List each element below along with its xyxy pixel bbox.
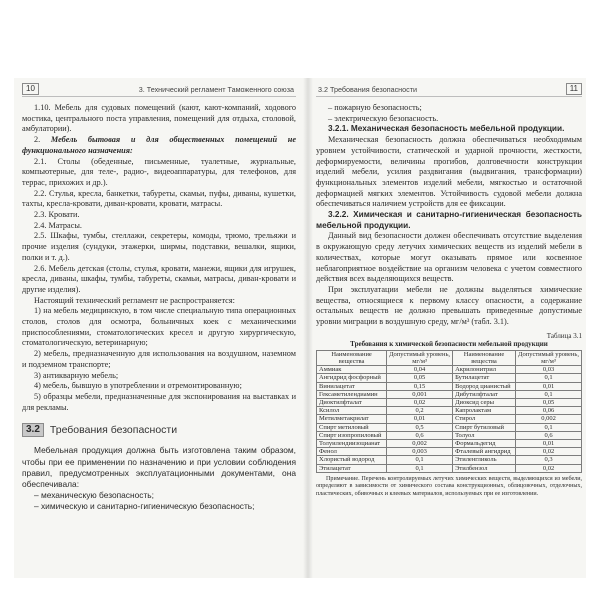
substance-name-cell: Акрилонитрил xyxy=(453,366,516,374)
table-row xyxy=(317,366,582,374)
substance-name-cell: Формальдегид xyxy=(453,440,516,448)
left-page-header xyxy=(22,82,296,97)
permissible-level-cell: 0,04 xyxy=(387,366,453,374)
substance-name-cell: Диоксид серы xyxy=(453,398,516,406)
permissible-level-cell: 0,05 xyxy=(387,374,453,382)
item-number: 2. xyxy=(34,135,51,145)
permissible-level-cell: 0,3 xyxy=(516,456,582,464)
permissible-level-cell: 0,1 xyxy=(516,374,582,382)
substance-name-cell: Аммиак xyxy=(317,366,387,374)
paragraph: 1) на мебель медицинскую, в том числе специальную типа операционных столов, столов для осмотра, больничных коек с механическими приспособлениями, стоматологических кресел и другую хирургическую, стоматологическую, ветеринарную; xyxy=(22,306,296,348)
permissible-level-cell: 0,01 xyxy=(516,440,582,448)
table-row xyxy=(317,448,582,456)
substance-name-cell: Водород цианистый xyxy=(453,382,516,390)
paragraph: Механическая безопасность должна обеспечиваться необходимым уровнем устойчивости, статической и ударной прочности, жесткости, деформируемости, величины прогибов, долговечности конструкции изделий мебели, усилия раздвигания (выдвигания, трансформации) функциональных элементов изделий мебели, мягкостью и остаточной деформацией мягких элементов. Устойчивость судовой мебели должна обеспечиваться наличием устройств для ее фиксации. xyxy=(316,135,582,209)
subsection-heading: 3.2.1. Механическая безопасность мебельной продукции. xyxy=(328,124,565,134)
substance-name-cell: Метилметакрилат xyxy=(317,415,387,423)
substance-name-cell: Этиленгликоль xyxy=(453,456,516,464)
right-page xyxy=(316,82,582,574)
paragraph: 2) мебель, предназначенную для использования на воздушном, наземном и подземном транспорте; xyxy=(22,349,296,369)
table-row xyxy=(317,431,582,439)
section-body xyxy=(22,445,296,512)
permissible-level-cell: 0,15 xyxy=(387,382,453,390)
substance-name-cell: Капролактам xyxy=(453,407,516,415)
substance-name-cell: Толуол xyxy=(453,431,516,439)
list-item: – механическую безопасность; xyxy=(34,490,154,501)
table-header-cell: Допустимый уровень, мг/м³ xyxy=(516,350,582,365)
paragraph: Настоящий технический регламент не распространяется: xyxy=(34,295,235,305)
substance-name-cell: Спирт бутиловый xyxy=(453,423,516,431)
table-row xyxy=(317,407,582,415)
substance-name-cell: Ангидрид фосфорный xyxy=(317,374,387,382)
table-title: Требования к химической безопасности мебельной продукции xyxy=(350,339,548,348)
permissible-level-cell: 0,6 xyxy=(387,431,453,439)
table-body xyxy=(317,366,582,473)
permissible-level-cell: 0,1 xyxy=(387,464,453,472)
table-header-cell: Допустимый уровень, мг/м³ xyxy=(387,350,453,365)
permissible-level-cell: 0,01 xyxy=(516,382,582,390)
permissible-level-cell: 0,002 xyxy=(516,415,582,423)
table-row xyxy=(317,398,582,406)
chemical-safety-table xyxy=(316,350,582,473)
paragraph-functional-heading xyxy=(22,135,296,156)
table-row xyxy=(317,374,582,382)
table-header-cell: Наименование вещества xyxy=(453,350,516,365)
right-page-body xyxy=(316,103,582,328)
paragraph: 3) антикварную мебель; xyxy=(34,370,119,380)
permissible-level-cell: 0,6 xyxy=(516,431,582,439)
substance-name-cell: Этилацетат xyxy=(317,464,387,472)
section-heading xyxy=(22,423,296,437)
permissible-level-cell: 0,1 xyxy=(516,423,582,431)
right-page-header xyxy=(316,82,582,97)
permissible-level-cell: 0,2 xyxy=(387,407,453,415)
substance-name-cell: Гексаметилендиамин xyxy=(317,390,387,398)
paragraph: 2.4. Матрасы. xyxy=(34,220,82,230)
substance-name-cell: Хлористый водород xyxy=(317,456,387,464)
substance-name-cell: Спирт метиловый xyxy=(317,423,387,431)
table-row xyxy=(317,456,582,464)
list-item: – электрическую безопасность. xyxy=(328,113,439,123)
substance-name-cell: Винилацетат xyxy=(317,382,387,390)
table-note: Примечание. Перечень контролируемых летучих химических веществ, выделяющихся из мебели, определяют в зависимости от химического состава конструкционных, облицовочных, отделочных, пластических, обивочных и клеевых материалов, используемых при ее изготовлении. xyxy=(316,475,582,497)
table-row xyxy=(317,440,582,448)
left-page xyxy=(22,82,296,574)
table-row xyxy=(317,382,582,390)
substance-name-cell: Бутилацетат xyxy=(453,374,516,382)
subsection-heading: 3.2.2. Химическая и санитарно-гигиеническая безопасность мебельной продукции. xyxy=(316,210,582,230)
paragraph: 2.2. Стулья, кресла, банкетки, табуреты, скамьи, пуфы, диваны, кушетки, тахты, кресла-кровати, диван-кровати, кровати, матрасы. xyxy=(22,188,296,209)
permissible-level-cell: 0,02 xyxy=(387,398,453,406)
paragraph: 2.6. Мебель детская (столы, стулья, кровати, манежи, ящики для игрушек, кресла, диваны, шкафы, тумбы, табуреты, скамьи, матрасы, диван-кровати и другие изделия). xyxy=(22,263,296,294)
paragraph: При эксплуатации мебели не должны выделяться химические вещества, относящиеся к первому классу опасности, а содержание остальных веществ не должно превышать приведенные допустимые уровни миграции в воздушную среду, мг/м³ (табл. 3.1). xyxy=(316,284,582,327)
paragraph: Данный вид безопасности должен обеспечивать отсутствие выделения в окружающую среду летучих химических веществ из изделий мебели в количествах, которые могут оказывать прямое или косвенное неблагоприятное воздействие на организм человека с учетом совместного действия всех выделяющихся веществ. xyxy=(316,231,582,284)
paragraph: 5) образцы мебели, предназначенные для экспонирования на выставках и для рекламы. xyxy=(22,391,296,412)
substance-name-cell: Фталевый ангидрид xyxy=(453,448,516,456)
substance-name-cell: Спирт изопропиловый xyxy=(317,431,387,439)
paragraph: 1.10. Мебель для судовых помещений (кают, кают-компаний, ходового мостика, центрального поста управления, помещений для отдыха, столовой, амбулатории). xyxy=(22,103,296,134)
left-running-title: 3. Технический регламент Таможенного союза xyxy=(138,84,294,94)
permissible-level-cell: 0,5 xyxy=(387,423,453,431)
left-page-number: 10 xyxy=(22,83,39,95)
substance-name-cell: Фенол xyxy=(317,448,387,456)
permissible-level-cell: 0,02 xyxy=(516,448,582,456)
table-label: Таблица 3.1 xyxy=(546,331,582,340)
permissible-level-cell: 0,1 xyxy=(387,456,453,464)
list-item: – химическую и санитарно-гигиеническую безопасность; xyxy=(34,501,255,512)
book-gutter xyxy=(303,78,313,578)
right-page-number: 11 xyxy=(566,83,582,95)
permissible-level-cell: 0,06 xyxy=(516,407,582,415)
right-running-title: 3.2 Требования безопасности xyxy=(318,84,418,94)
substance-name-cell: Толуилендиизоцианат xyxy=(317,440,387,448)
permissible-level-cell: 0,002 xyxy=(387,440,453,448)
substance-name-cell: Дибутилфталат xyxy=(453,390,516,398)
table-header-row xyxy=(317,350,582,365)
paragraph: 2.5. Шкафы, тумбы, стеллажи, секретеры, комоды, трюмо, трельяжи и прочие изделия (сундуки, этажерки, ширмы, подставки, вешалки, ящики, полки и т. д.). xyxy=(22,231,296,262)
paragraph: Мебельная продукция должна быть изготовлена таким образом, чтобы при ее применении по назначению и при условии соблюдения правил, предусмотренных эксплуатационными документами, она обеспечивала: xyxy=(22,445,296,489)
table-row xyxy=(317,464,582,472)
table-row xyxy=(317,423,582,431)
table-row xyxy=(317,415,582,423)
substance-name-cell: Этилбензол xyxy=(453,464,516,472)
section-number: 3.2 xyxy=(22,423,44,437)
permissible-level-cell: 0,03 xyxy=(516,366,582,374)
permissible-level-cell: 0,1 xyxy=(516,390,582,398)
left-page-body xyxy=(22,103,296,413)
list-item: – пожарную безопасность; xyxy=(328,103,422,112)
section-title: Требования безопасности xyxy=(49,424,178,437)
permissible-level-cell: 0,003 xyxy=(387,448,453,456)
table-header-cell: Наименование вещества xyxy=(317,350,387,365)
paragraph: 2.1. Столы (обеденные, письменные, туалетные, журнальные, компьютерные, для теле-, радио-, видеоаппаратуры, для телефонов, для террас, прихожих и др.). xyxy=(22,156,296,187)
permissible-level-cell: 0,05 xyxy=(516,398,582,406)
substance-name-cell: Ксилол xyxy=(317,407,387,415)
permissible-level-cell: 0,02 xyxy=(516,464,582,472)
paragraph: 2.3. Кровати. xyxy=(34,210,80,220)
permissible-level-cell: 0,001 xyxy=(387,390,453,398)
substance-name-cell: Диоктилфталат xyxy=(317,398,387,406)
table-row xyxy=(317,390,582,398)
emphasis-text: Мебель бытовая и для общественных помещений не функционального назначения: xyxy=(22,135,296,155)
permissible-level-cell: 0,01 xyxy=(387,415,453,423)
paragraph: 4) мебель, бывшую в употреблении и отремонтированную; xyxy=(34,381,242,391)
substance-name-cell: Стирол xyxy=(453,415,516,423)
